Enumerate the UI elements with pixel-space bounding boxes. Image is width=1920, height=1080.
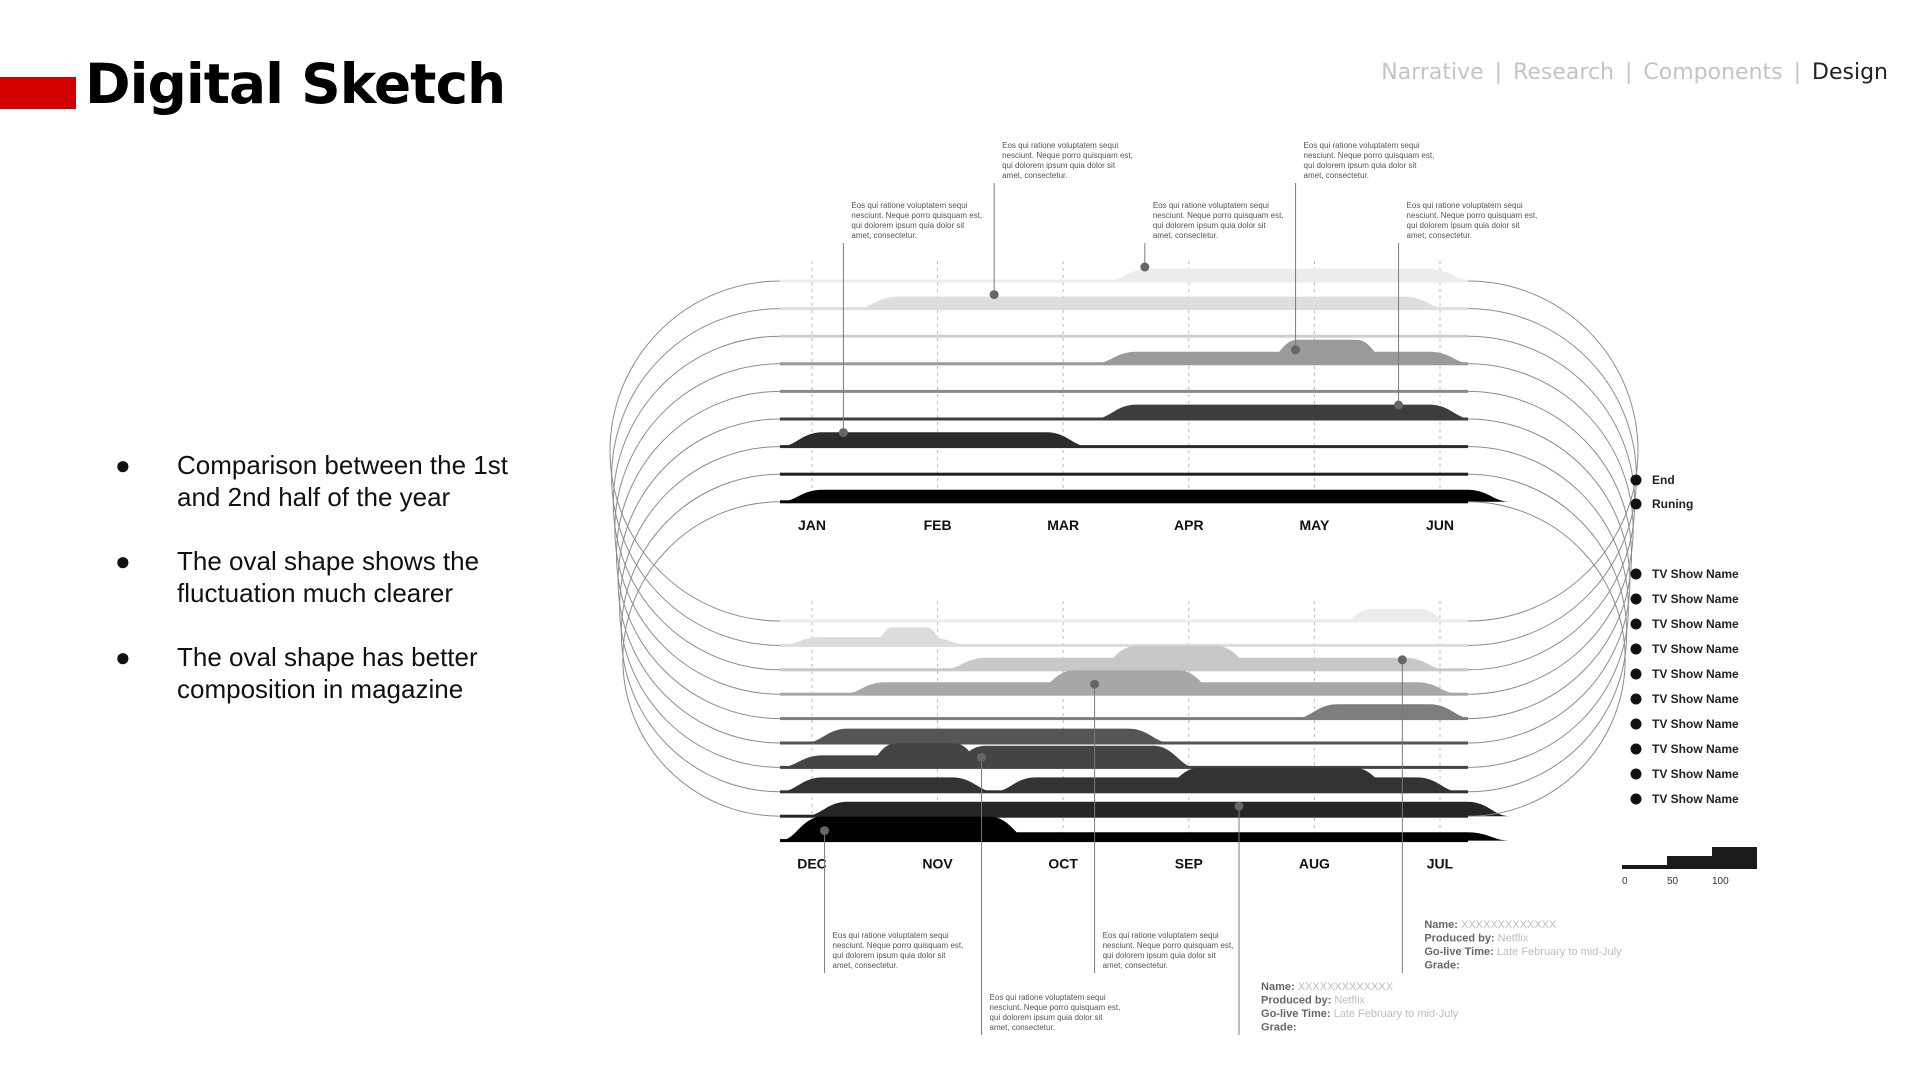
legend-status-label: Runing	[1652, 497, 1694, 511]
annotation-marker	[839, 428, 848, 437]
bottom-axis-tick-label: SEP	[1174, 855, 1203, 872]
bottom-stream-area-mark	[873, 627, 946, 645]
page-title: Digital Sketch	[85, 52, 506, 116]
oval-arc-left	[623, 502, 780, 816]
bottom-axis-tick-label: DEC	[797, 855, 827, 872]
legend-series-label: TV Show Name	[1652, 567, 1739, 581]
oval-arc-right	[1468, 419, 1630, 743]
top-stream-area-mark	[780, 490, 1510, 502]
info-card-marker	[1398, 655, 1407, 664]
annotation-text: Eos qui ratione voluptatem sequi nesciunt. Neque porro quisquam est, qui dolorem ipsum quia dolor sit amet, consectetur.	[1406, 201, 1538, 240]
nav-separator: |	[1625, 60, 1633, 85]
info-card-row: Grade:	[1261, 1021, 1297, 1034]
oval-arc-right	[1468, 502, 1625, 816]
legend-layer	[1622, 473, 1757, 887]
bottom-stream-area-mark	[1157, 768, 1397, 792]
legend-scale-step	[1622, 865, 1667, 869]
bullet-text: The oval shape shows the fluctuation much clearer	[177, 546, 480, 608]
legend-series-marker	[1631, 569, 1642, 580]
info-card-row: Go-live Time: Late February to mid-July	[1261, 1008, 1459, 1020]
legend-series-label: TV Show Name	[1652, 717, 1739, 731]
annotation-text: Eos qui ratione voluptatem sequi nesciunt. Neque porro quisquam est, qui dolorem ipsum quia dolor sit amet, consectetur.	[1303, 141, 1435, 180]
annotation-text: Eos qui ratione voluptatem sequi nesciunt. Neque porro quisquam est, qui dolorem ipsum quia dolor sit amet, consectetur.	[851, 201, 983, 240]
info-card-row: Name: XXXXXXXXXXXXX	[1424, 919, 1557, 931]
annotation-text: Eos qui ratione voluptatem sequi nesciunt. Neque porro quisquam est, qui dolorem ipsum quia dolor sit amet, consectetur.	[1152, 201, 1284, 240]
top-axis-tick-label: APR	[1174, 516, 1204, 533]
info-card-marker	[1235, 802, 1244, 811]
top-stream-baseline	[780, 390, 1468, 393]
nav-item-research[interactable]: Research	[1513, 60, 1614, 85]
legend-series-marker	[1631, 694, 1642, 705]
annotation-marker	[1291, 345, 1300, 354]
bottom-stream-area-mark	[1295, 704, 1472, 718]
info-card-row: Go-live Time: Late February to mid-July	[1424, 946, 1622, 958]
bottom-axis-tick-label: JUL	[1426, 855, 1454, 872]
legend-series-marker	[1631, 644, 1642, 655]
streams-layer	[780, 269, 1510, 842]
oval-arc-left	[618, 419, 780, 743]
annotation-marker	[977, 753, 986, 762]
legend-series-label: TV Show Name	[1652, 667, 1739, 681]
top-stream-area-mark	[1264, 340, 1390, 364]
nav-item-narrative[interactable]: Narrative	[1381, 60, 1484, 85]
bottom-stream-area-mark	[780, 832, 1510, 840]
annotation-text: Eos qui ratione voluptatem sequi nesciunt. Neque porro quisquam est, qui dolorem ipsum quia dolor sit amet, consectetur.	[1102, 931, 1234, 970]
legend-series-label: TV Show Name	[1652, 767, 1739, 781]
nav-item-components[interactable]: Components	[1643, 60, 1783, 85]
legend-series-label: TV Show Name	[1652, 742, 1739, 756]
bottom-stream-area-mark	[1094, 646, 1258, 670]
legend-series-marker	[1631, 719, 1642, 730]
top-stream-baseline	[780, 473, 1468, 476]
bottom-axis-tick-label: NOV	[922, 855, 953, 872]
bottom-stream-area-mark	[805, 729, 1170, 743]
legend-series-label: TV Show Name	[1652, 592, 1739, 606]
legend-status-marker	[1631, 499, 1642, 510]
bottom-stream-area-mark	[1344, 609, 1449, 621]
top-stream-area-mark	[1094, 405, 1472, 419]
top-axis-tick-label: JUN	[1425, 516, 1455, 533]
legend-series-label: TV Show Name	[1652, 792, 1739, 806]
bottom-stream-area-mark	[1031, 670, 1221, 694]
bottom-stream-area-mark	[805, 802, 1510, 816]
info-card-row: Produced by: Netflix	[1424, 932, 1529, 945]
annotation-text: Eos qui ratione voluptatem sequi nesciunt. Neque porro quisquam est, qui dolorem ipsum quia dolor sit amet, consectetur.	[989, 993, 1121, 1032]
legend-series-label: TV Show Name	[1652, 642, 1739, 656]
legend-scale-tick-label: 50	[1667, 876, 1679, 887]
annotation-marker	[1090, 680, 1099, 689]
bottom-axis-tick-label: AUG	[1298, 855, 1330, 872]
top-axis-tick-label: JAN	[797, 516, 827, 533]
annotation-text: Eos qui ratione voluptatem sequi nesciunt. Neque porro quisquam est, qui dolorem ipsum quia dolor sit amet, consectetur.	[832, 931, 964, 970]
top-axis-tick-label: MAR	[1047, 516, 1080, 533]
annotation-text: Eos qui ratione voluptatem sequi nesciunt. Neque porro quisquam est, qui dolorem ipsum quia dolor sit amet, consectetur.	[1002, 141, 1133, 180]
legend-series-marker	[1631, 794, 1642, 805]
bullet-text: The oval shape has better composition in magazine	[177, 642, 478, 704]
top-stream-area-mark	[855, 297, 1447, 309]
bullet-dot: ●	[115, 642, 131, 672]
bullet-dot: ●	[115, 546, 131, 576]
legend-series-marker	[1631, 744, 1642, 755]
bullet-text: Comparison between the 1st and 2nd half of the year	[177, 450, 508, 512]
legend-scale-tick-label: 0	[1622, 876, 1628, 887]
annotation-marker	[1140, 263, 1149, 272]
legend-series-label: TV Show Name	[1652, 692, 1739, 706]
bottom-axis-tick-label: OCT	[1048, 855, 1078, 872]
info-card-row: Grade:	[1424, 959, 1460, 972]
legend-series-marker	[1631, 769, 1642, 780]
annotation-marker	[990, 290, 999, 299]
legend-series-marker	[1631, 669, 1642, 680]
annotation-marker	[1394, 401, 1403, 410]
info-card-row: Produced by: Netflix	[1261, 994, 1365, 1007]
oval-arc-right	[1468, 474, 1627, 792]
legend-scale-tick-label: 100	[1712, 876, 1729, 887]
top-axis-tick-label: FEB	[923, 516, 952, 533]
legend-series-marker	[1631, 594, 1642, 605]
legend-series-marker	[1631, 619, 1642, 630]
top-stream-area-mark	[1107, 269, 1472, 281]
legend-status-label: End	[1652, 473, 1675, 487]
top-stream-baseline	[780, 335, 1468, 338]
top-axis-tick-label: MAY	[1299, 516, 1330, 533]
legend-scale-step	[1712, 847, 1757, 869]
bottom-stream-area-mark	[780, 777, 995, 791]
legend-series-label: TV Show Name	[1652, 617, 1739, 631]
annotation-marker	[820, 826, 829, 835]
top-stream-area-mark	[780, 432, 1089, 446]
legend-status-marker	[1631, 475, 1642, 486]
nav-separator: |	[1793, 60, 1802, 85]
nav-item-design[interactable]: Design	[1812, 60, 1888, 85]
nav-separator: |	[1494, 60, 1503, 85]
oval-arc-left	[621, 474, 780, 792]
legend-scale-step	[1667, 856, 1712, 869]
bullet-dot: ●	[115, 450, 131, 480]
info-card-row: Name: XXXXXXXXXXXXX	[1261, 981, 1394, 993]
oval-arc-left	[620, 447, 780, 768]
oval-arc-right	[1468, 447, 1628, 768]
